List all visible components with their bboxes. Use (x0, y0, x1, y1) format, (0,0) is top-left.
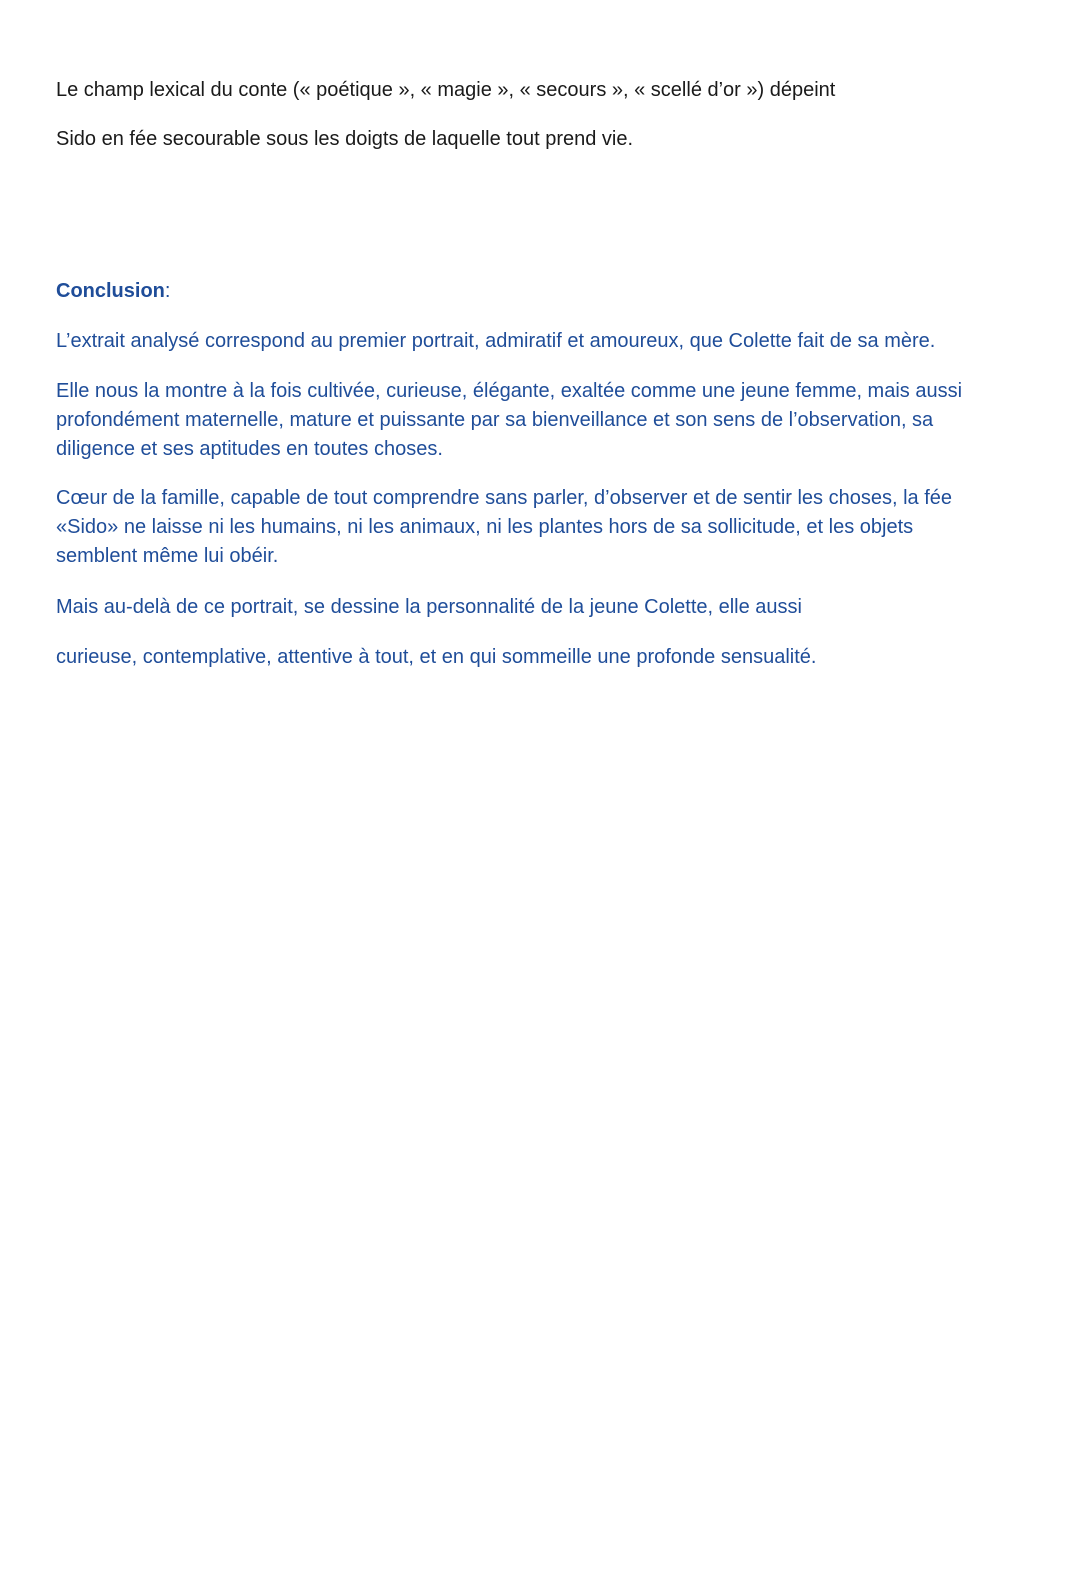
conclusion-paragraph-3: Cœur de la famille, capable de tout comprendre sans parler, d’observer et de sentir les choses, la fée «Sido» ne laisse ni les humains, ni les animaux, ni les plantes hors de sa sollicitude, et les objets semblent même lui obéir. (56, 487, 953, 567)
conclusion-paragraph-2: Elle nous la montre à la fois cultivée, curieuse, élégante, exaltée comme une jeune femme, mais aussi profondément maternelle, mature et puissante par sa bienveillance et son sens de l’observation, sa diligence et ses aptitudes en toutes choses. (56, 380, 963, 460)
conclusion-paragraph-1: L’extrait analysé correspond au premier portrait, admiratif et amoureux, que Colette fait de sa mère. (56, 330, 936, 352)
conclusion-heading (56, 277, 1016, 306)
intro-line-2: Sido en fée secourable sous les doigts de laquelle tout prend vie. (56, 128, 634, 150)
intro-line-1: Le champ lexical du conte (« poétique », « magie », « secours », « scellé d’or ») dépeint (56, 79, 836, 101)
conclusion-heading-colon: : (164, 280, 171, 302)
conclusion-paragraph-4: Mais au-delà de ce portrait, se dessine la personnalité de la jeune Colette, elle aussi (56, 596, 802, 618)
conclusion-heading-text: Conclusion (56, 280, 165, 302)
conclusion-paragraph-5: curieuse, contemplative, attentive à tout, et en qui sommeille une profonde sensualité. (56, 646, 817, 668)
